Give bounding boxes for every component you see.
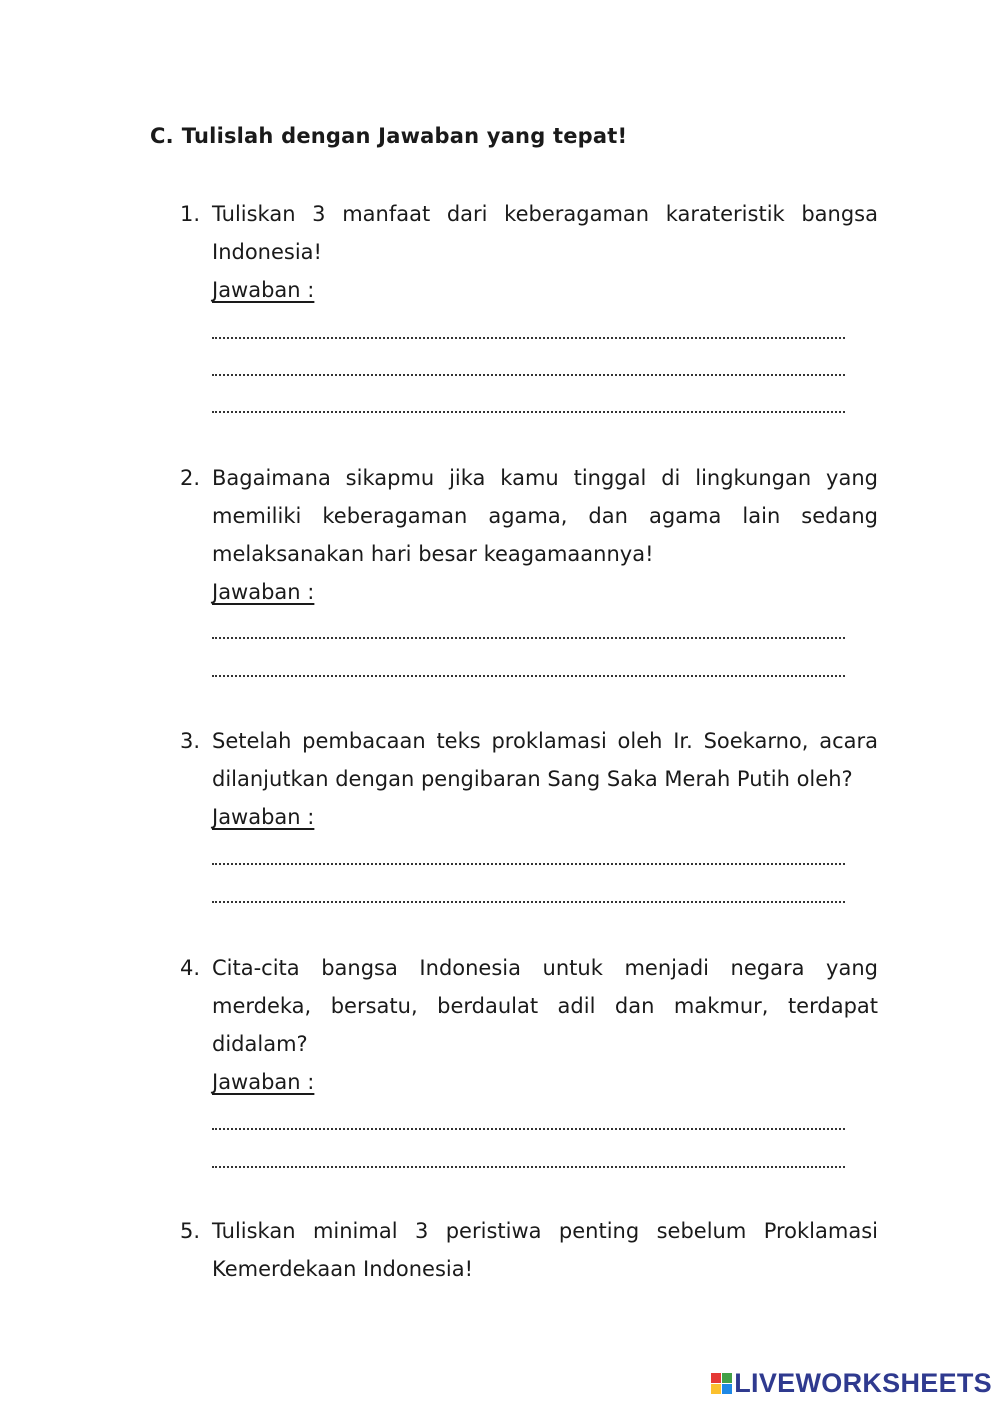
section-heading (150, 124, 627, 148)
answer-line[interactable] (212, 637, 845, 639)
logo-square (711, 1384, 721, 1394)
question-number: 4. (180, 956, 201, 980)
logo-square (711, 1373, 721, 1383)
question-text: Tuliskan minimal 3 peristiwa penting sebelum Proklamasi Kemerdekaan Indonesia! (212, 1219, 878, 1281)
question-text: Tuliskan 3 manfaat dari keberagaman karateristik bangsa Indonesia! (212, 202, 878, 264)
question-1 (180, 195, 878, 413)
answer-label: Jawaban : (212, 805, 315, 829)
question-text: Cita-cita bangsa Indonesia untuk menjadi negara yang merdeka, bersatu, berdaulat adil dan makmur, terdapat didalam? (212, 956, 878, 1056)
logo-mark-icon (711, 1373, 732, 1394)
logo-text: LIVEWORKSHEETS (734, 1368, 992, 1398)
answer-label: Jawaban : (212, 580, 315, 604)
answer-line[interactable] (212, 675, 845, 677)
answer-line[interactable] (212, 1128, 845, 1130)
liveworksheets-logo (711, 1368, 992, 1399)
question-number: 5. (180, 1219, 201, 1243)
answer-line[interactable] (212, 374, 845, 376)
question-number: 1. (180, 202, 201, 226)
answer-label: Jawaban : (212, 1070, 315, 1094)
answer-line[interactable] (212, 901, 845, 903)
logo-square (722, 1373, 732, 1383)
question-2 (180, 459, 878, 677)
question-5 (180, 1212, 878, 1288)
section-title: Tulislah dengan Jawaban yang tepat! (181, 124, 628, 148)
answer-line[interactable] (212, 863, 845, 865)
answer-line[interactable] (212, 337, 845, 339)
question-3 (180, 722, 878, 903)
answer-line[interactable] (212, 1166, 845, 1168)
section-letter: C. (150, 124, 174, 148)
question-number: 3. (180, 729, 201, 753)
question-number: 2. (180, 466, 201, 490)
question-4 (180, 949, 878, 1168)
question-text: Bagaimana sikapmu jika kamu tinggal di lingkungan yang memiliki keberagaman agama, dan agama lain sedang melaksanakan hari besar keagamaannya! (212, 466, 878, 566)
question-text: Setelah pembacaan teks proklamasi oleh Ir. Soekarno, acara dilanjutkan dengan pengibaran Sang Saka Merah Putih oleh? (212, 729, 878, 791)
logo-square (722, 1384, 732, 1394)
answer-label: Jawaban : (212, 278, 315, 302)
answer-line[interactable] (212, 411, 845, 413)
